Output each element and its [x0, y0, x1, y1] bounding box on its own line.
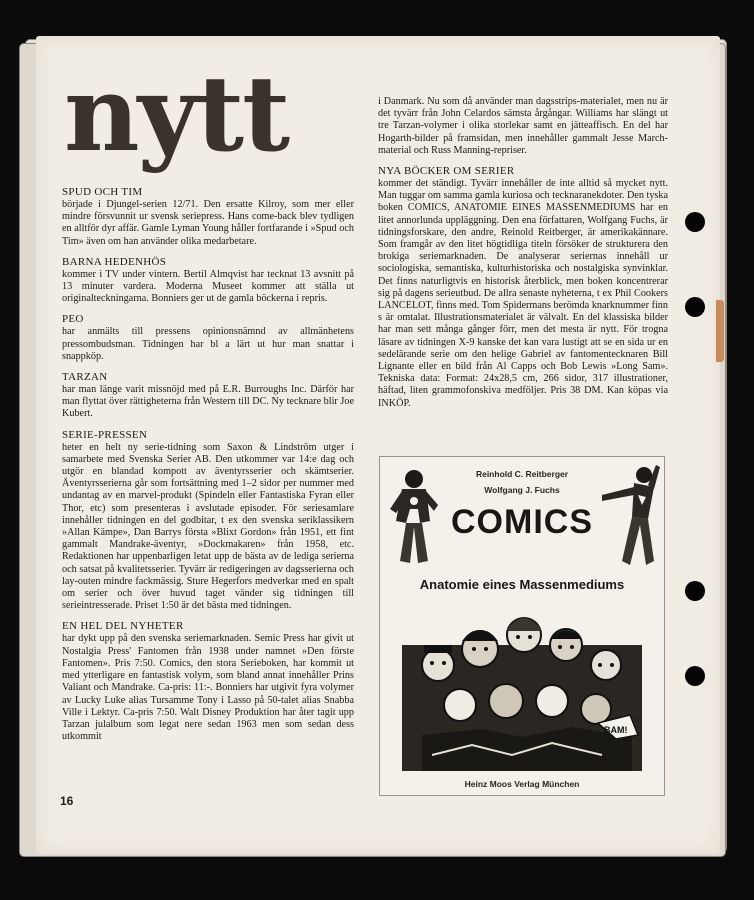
article-title: NYA BÖCKER OM SERIER [378, 165, 515, 178]
article-body: i Danmark. Nu som då använder man dagsstrips-materialet, men nu är det tyvärr från John Celardos sämsta årgångar. Williams har slängt ut tre Tarzan-volymer i olika storlekar samt en jätteaffisch. En del har Hogarth-bilder på framsidan, men innehåller gammalt Jesse March-material och Russ Manning-repriser. [378, 96, 668, 156]
book-cover-image [379, 456, 665, 796]
article-body: har dykt upp på den svenska seriemarknaden. Semic Press har givit ut Nostalgia Press' Fantomen från 1938 under namnet »Den förste Fantomen». Pris 7:50. Comics, den stora Serieboken, har kommit ut med ytterligare en fantastisk volym, som bland annat innehåller Prins Valiant och Mandrake. Ca-pris: 11:-. Bonniers har utgivit fyra volymer av Lucky Luke alias Tursamme Tony i Lasso på 50-talet alias Snabba Ville i Lektyr. Ca-pris 7:50. Walt Disney Produktion har åter tagit upp Tarzan julalbum som legat nere sedan 1963 men som sedan dess utkommit [62, 633, 354, 743]
article-serie-pressen [62, 429, 354, 613]
article-peo [62, 313, 354, 363]
cover-title: COMICS [451, 503, 593, 541]
cover-author-1: Reinhold C. Reitberger [475, 469, 569, 479]
hero-figure-left-illustration [384, 465, 442, 575]
article-title: PEO [62, 313, 84, 326]
binder-hole-3 [685, 581, 705, 601]
article-body: kommer det ständigt. Tyvärr innehåller de inte alltid så mycket nytt. Man tuggar om samma gamla kuriosa och tecknaranekdoter. Den tyska boken COMICS, ANATOMIE EINES MASSENMEDIUMS har en litet annorlunda uppläggning. Den ena författaren, Wolfgang Fuchs, är tidningsforskare, den andre, Reinold Reitberger, är amerikakännare. Som framgår av den litet högtidliga titeln försöker de strukturera den brokiga seriemarknaden. De analyserar seriernas innehåll ur sociologiska, semantiska, kulturhistoriska och nostalgiska synvinklar. Det finns naturligtvis en historisk återblick, men boken koncentrerar sig på dagens serieutbud. De allra senaste nyheterna, t ex Phil Cookers LANCELOT, finns med. Tom Spidermans berömda knarknummer finn s är omtalat. Illustrationsmaterialet är välvalt. En del klassiska bilder har man sett många gånger förr, men det mesta är nytt. För trogna läsare av tidningen X-9 kanske det kan vara lustigt att se en sida ur en sedelärande serie om den helige Gabriel av fantomentecknaren Bill Lignante eller en bild från Al Capps och Bob Lewis »Long Sam». Tekniska data: Format: 24x28,5 cm, 266 sidor, 317 illustrationer, häftad, liten grammofonskiva medföljer. Pris 38 DM. Kan köpas via INKÖP. [378, 178, 668, 409]
article-continuation [378, 96, 668, 157]
cover-author-2: Wolfgang J. Fuchs [484, 485, 560, 495]
masthead-title: nytt [64, 52, 289, 175]
magazine-page [36, 36, 720, 854]
binder-hole-4 [685, 666, 705, 686]
article-barna-hedenhos [62, 256, 354, 306]
article-body: började i Djungel-serien 12/71. Den ersatte Kilroy, som mer eller mindre försvunnit ur svensk seriepress. Hans come-back blev tydligen en alltför dyr affär. Gamle Lyman Young håller fortfarande i »Spud och Tim» även om han använder olika medarbetare. [62, 199, 354, 247]
page-tab [716, 300, 724, 362]
comic-characters-group-illustration [402, 605, 642, 771]
cover-subtitle: Anatomie eines Massenmediums [419, 577, 625, 592]
article-title: EN HEL DEL NYHETER [62, 620, 184, 633]
hero-figure-right-illustration [594, 461, 662, 573]
cover-publisher: Heinz Moos Verlag München [464, 779, 580, 789]
article-body: har anmälts till pressens opinionsnämnd av allmänhetens pressombudsman. Tidningen har bl a lärt ut hur man snattar i snappköp. [62, 326, 354, 362]
article-body: heter en helt ny serie-tidning som Saxon & Lindström utger i samarbete med Svenska Serier AB. Den utkommer var 14:e dag och utgör en blandad kompott av äventyrsserier och skämtserier. Äventyrsserierna går som fortsättning med 1–2 sidor per nummer med undantag av en marvel-produkt (Spindeln eller Fantastiska Fyran eller Thor, etc) som presenteras i avslutade episoder. För seriesamlare innehåller tidningen en del godbitar, t ex den svenska seriklassikern »Allan Kämpe», Dan Barrys första »Blixt Gordon» från 1951, ett fint gammalt Mandrake-äventyr, »Dockmakaren» från 1958, etc. Redaktionen har uppenbarligen letat upp de bästa av de lediga serierna och satsat på kvalitetsserier. Tyvärr är redigeringen av dagsserierna och lay-outen mindre fackmässig. Sture Hegerfors medverkar med en spalt om serier och över huvud taget vänder sig tidningen till serieintresserade. Priset 1:50 är det bästa med tidningen. [62, 441, 354, 612]
right-column [378, 96, 668, 418]
article-body: kommer i TV under vintern. Bertil Almqvist har tecknat 13 avsnitt på 13 minuter vardera. Moderna Museet kommer att ställa ut originalteckningarna. Bonniers ger ut de gamla böckerna i repris. [62, 268, 354, 305]
binder-hole-1 [685, 212, 705, 232]
article-nya-bocker-om-serier [378, 165, 668, 410]
article-tarzan [62, 371, 354, 421]
binder-hole-2 [685, 297, 705, 317]
article-spud-och-tim [62, 186, 354, 248]
article-en-hel-del-nyheter [62, 620, 354, 743]
article-body: har man länge varit missnöjd med på E.R. Burroughs Inc. Därför har man flyttat över rättigheterna från Western till DC. Ny tecknare blir Joe Kubert. [62, 384, 354, 420]
left-column [62, 186, 354, 751]
speech-bubble-text: BAM! [604, 725, 628, 735]
article-title: SPUD OCH TIM [62, 186, 143, 198]
article-title: BARNA HEDENHÖS [62, 255, 167, 268]
article-title: SERIE-PRESSEN [62, 428, 148, 441]
page-number: 16 [60, 794, 74, 808]
article-title: TARZAN [62, 371, 108, 384]
